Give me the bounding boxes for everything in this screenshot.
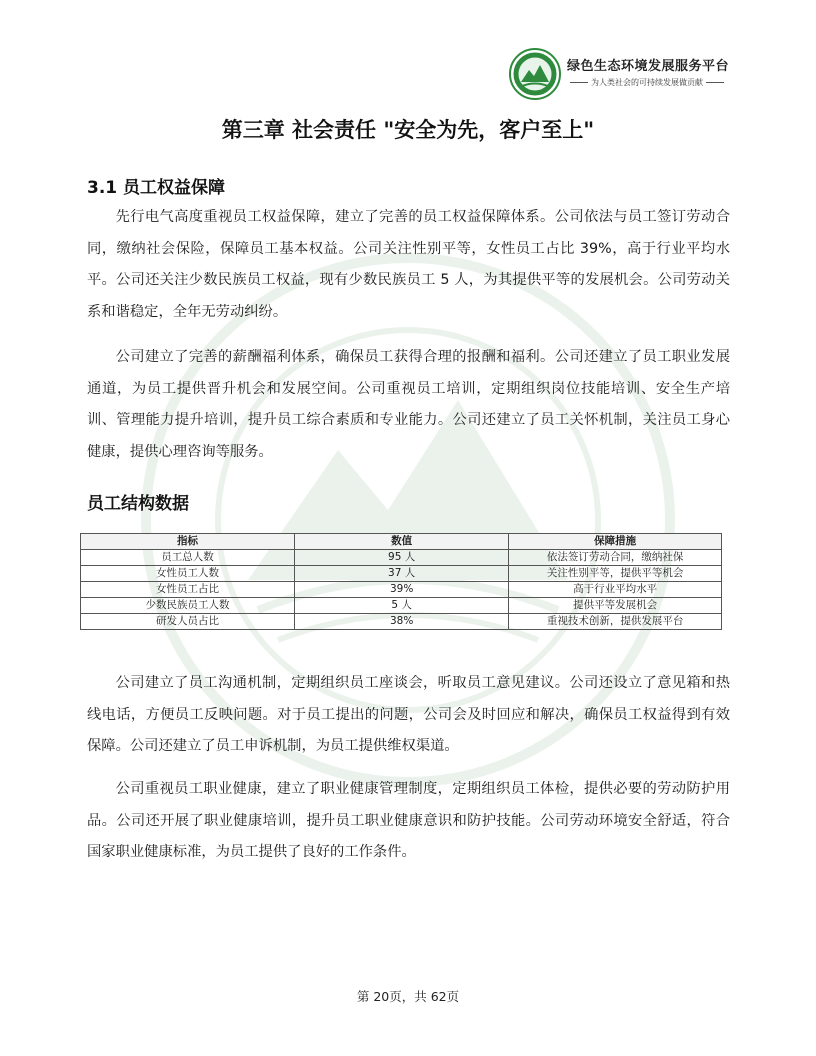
column-header: 数值	[295, 534, 509, 550]
table-row	[81, 598, 722, 614]
chapter-title: 第三章 社会责任 "安全为先，客户至上"	[221, 118, 595, 142]
paragraph: 公司建立了完善的薪酬福利体系，确保员工获得合理的报酬和福利。公司还建立了员工职业发展通道，为员工提供晋升机会和发展空间。公司重视员工培训，定期组织岗位技能培训、安全生产培训、管理能力提升培训，提升员工综合素质和专业能力。公司还建立了员工关怀机制，关注员工身心健康，提供心理咨询等服务。	[87, 349, 730, 460]
table-cell: 高于行业平均水平	[509, 582, 722, 598]
staff-structure-table	[80, 533, 722, 630]
table-cell: 女性员工人数	[81, 566, 295, 582]
paragraph: 先行电气高度重视员工权益保障，建立了完善的员工权益保障体系。公司依法与员工签订劳动合同，缴纳社会保险，保障员工基本权益。公司关注性别平等，女性员工占比 39%，高于行业平均水平。公司还关注少数民族员工权益，现有少数民族员工 5 人，为其提供平等的发展机会。公司劳动关系和谐稳定，全年无劳动纠纷。	[87, 209, 730, 320]
table-row	[81, 566, 722, 582]
table-cell: 重视技术创新，提供发展平台	[509, 614, 722, 630]
table-header-row	[81, 534, 722, 550]
header-org-title: 绿色生态环境发展服务平台	[567, 59, 730, 74]
table-cell: 37 人	[295, 566, 509, 582]
table-cell: 关注性别平等，提供平等机会	[509, 566, 722, 582]
column-header: 保障措施	[509, 534, 722, 550]
header-slogan	[567, 77, 727, 88]
table-cell: 38%	[295, 614, 509, 630]
column-header: 指标	[81, 534, 295, 550]
table-cell: 女性员工占比	[81, 582, 295, 598]
table-cell: 提供平等发展机会	[509, 598, 722, 614]
table-cell: 95 人	[295, 550, 509, 566]
table-row	[81, 582, 722, 598]
page-number: 第 20页，共 62页	[356, 989, 460, 1004]
paragraph: 公司建立了员工沟通机制，定期组织员工座谈会，听取员工意见建议。公司还设立了意见箱和热线电话，方便员工反映问题。对于员工提出的问题，公司会及时回应和解决，确保员工权益得到有效保障。公司还建立了员工申诉机制，为员工提供维权渠道。	[87, 675, 730, 754]
organization-logo-icon	[509, 48, 561, 100]
table-cell: 39%	[295, 582, 509, 598]
section-title: 3.1 员工权益保障	[87, 178, 226, 198]
table-cell: 依法签订劳动合同，缴纳社保	[509, 550, 722, 566]
table-cell: 少数民族员工人数	[81, 598, 295, 614]
paragraph: 公司重视员工职业健康，建立了职业健康管理制度，定期组织员工体检，提供必要的劳动防护用品。公司还开展了职业健康培训，提升员工职业健康意识和防护技能。公司劳动环境安全舒适，符合国家职业健康标准，为员工提供了良好的工作条件。	[87, 781, 730, 860]
table-cell: 5 人	[295, 598, 509, 614]
table-cell: 员工总人数	[81, 550, 295, 566]
table-heading: 员工结构数据	[87, 494, 189, 514]
header-slogan-text: 为人类社会的可持续发展做贡献	[591, 78, 703, 87]
table-cell: 研发人员占比	[81, 614, 295, 630]
table-row	[81, 550, 722, 566]
table-row	[81, 614, 722, 630]
